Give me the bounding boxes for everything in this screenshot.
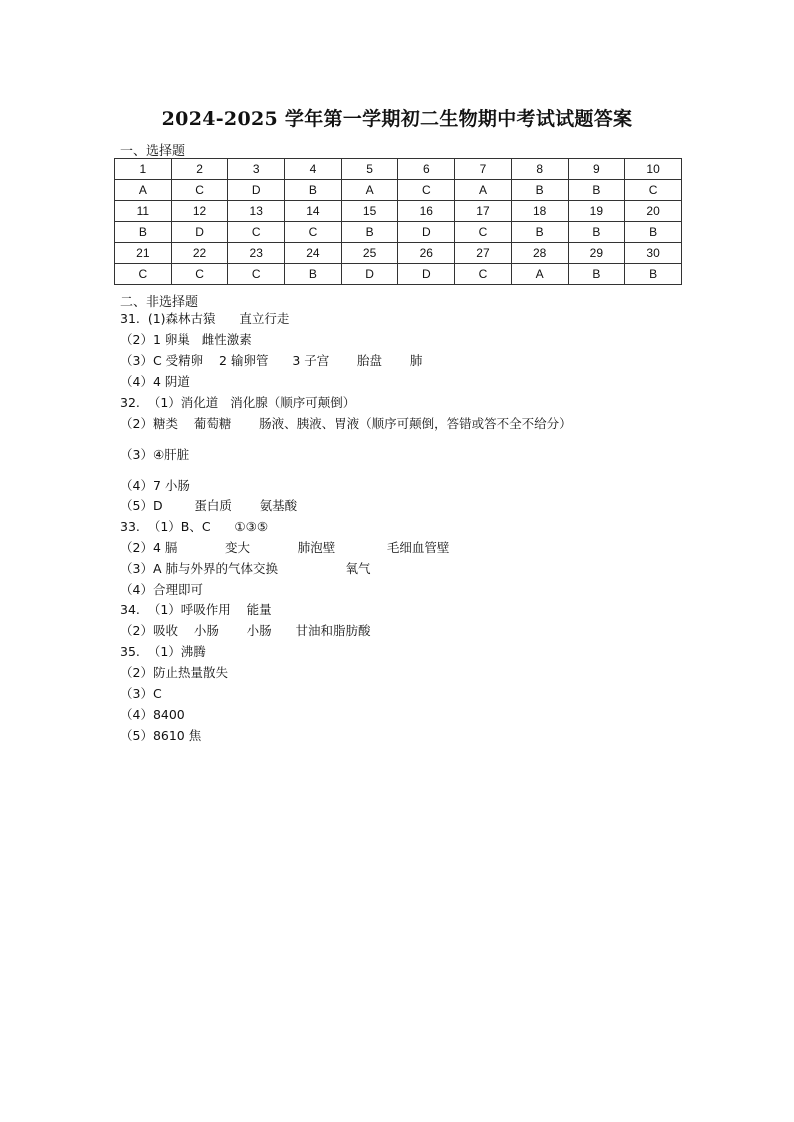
answer-cell: C (115, 264, 172, 285)
question-number-cell: 14 (285, 201, 342, 222)
answer-line: （2）1 卵巢 雌性激素 (120, 332, 252, 347)
answer-cell: B (115, 222, 172, 243)
section-heading-choice: 一、选择题 (120, 144, 186, 159)
question-number-cell: 21 (115, 243, 172, 264)
answer-cell: B (285, 180, 342, 201)
answer-line: （2）防止热量散失 (120, 665, 228, 680)
answer-cell: B (568, 222, 625, 243)
answer-line: （3）C (120, 686, 162, 701)
question-number-cell: 1 (115, 159, 172, 180)
answer-line: 32. （1）消化道 消化腺（顺序可颠倒） (120, 395, 356, 410)
answer-line: 33. （1）B、C ①③⑤ (120, 519, 269, 534)
answer-cell: B (568, 180, 625, 201)
answer-line: （4）8400 (120, 707, 185, 722)
question-number-cell: 22 (171, 243, 228, 264)
answer-line: 35. （1）沸腾 (120, 644, 206, 659)
question-number-cell: 13 (228, 201, 285, 222)
answer-line: （2）糖类 葡萄糖 肠液、胰液、胃液（顺序可颠倒，答错或答不全不给分） (120, 416, 572, 431)
answer-cell: B (625, 222, 682, 243)
answer-cell: C (228, 264, 285, 285)
question-number-cell: 18 (511, 201, 568, 222)
answer-cell: D (398, 222, 455, 243)
answer-line: （4）合理即可 (120, 582, 203, 597)
question-number-cell: 24 (285, 243, 342, 264)
question-number-cell: 5 (341, 159, 398, 180)
section-heading-nonchoice: 二、非选择题 (120, 295, 199, 310)
answer-cell: A (455, 180, 512, 201)
answer-line: （3）A 肺与外界的气体交换 氧气 (120, 561, 371, 576)
answer-cell: B (341, 222, 398, 243)
answer-line: （2）4 膈 变大 肺泡壁 毛细血管壁 (120, 540, 450, 555)
answer-cell: C (228, 222, 285, 243)
question-number-cell: 20 (625, 201, 682, 222)
question-number-cell: 15 (341, 201, 398, 222)
answer-line: （2）吸收 小肠 小肠 甘油和脂肪酸 (120, 623, 371, 638)
answer-cell: D (171, 222, 228, 243)
question-number-cell: 16 (398, 201, 455, 222)
answer-cell: C (398, 180, 455, 201)
answer-line: 31. (1)森林古猿 直立行走 (120, 311, 290, 326)
table-row (115, 243, 682, 264)
question-number-cell: 19 (568, 201, 625, 222)
answer-cell: A (341, 180, 398, 201)
table-row (115, 159, 682, 180)
answer-line: 34. （1）呼吸作用 能量 (120, 602, 272, 617)
question-number-cell: 25 (341, 243, 398, 264)
question-number-cell: 3 (228, 159, 285, 180)
answer-cell: B (285, 264, 342, 285)
answer-table (114, 158, 682, 285)
answer-cell: B (511, 180, 568, 201)
question-number-cell: 12 (171, 201, 228, 222)
question-number-cell: 29 (568, 243, 625, 264)
answer-cell: A (511, 264, 568, 285)
question-number-cell: 17 (455, 201, 512, 222)
answer-line: （5）8610 焦 (120, 728, 202, 743)
table-row (115, 180, 682, 201)
answer-line: （4）4 阴道 (120, 374, 190, 389)
answer-cell: C (455, 222, 512, 243)
table-row (115, 222, 682, 243)
answer-cell: C (171, 180, 228, 201)
answer-cell: D (228, 180, 285, 201)
question-number-cell: 2 (171, 159, 228, 180)
question-number-cell: 6 (398, 159, 455, 180)
question-number-cell: 4 (285, 159, 342, 180)
answer-cell: A (115, 180, 172, 201)
answer-cell: C (455, 264, 512, 285)
question-number-cell: 28 (511, 243, 568, 264)
answer-cell: D (341, 264, 398, 285)
answer-line: （5）D 蛋白质 氨基酸 (120, 498, 298, 513)
question-number-cell: 30 (625, 243, 682, 264)
question-number-cell: 8 (511, 159, 568, 180)
question-number-cell: 11 (115, 201, 172, 222)
question-number-cell: 23 (228, 243, 285, 264)
question-number-cell: 27 (455, 243, 512, 264)
question-number-cell: 7 (455, 159, 512, 180)
page-title: 2024-2025 学年第一学期初二生物期中考试试题答案 (161, 108, 633, 130)
answer-cell: D (398, 264, 455, 285)
question-number-cell: 9 (568, 159, 625, 180)
answer-cell: C (171, 264, 228, 285)
answer-line: （3）C 受精卵 2 输卵管 3 子宫 胎盘 肺 (120, 353, 423, 368)
answer-cell: B (511, 222, 568, 243)
answer-cell: C (625, 180, 682, 201)
question-number-cell: 10 (625, 159, 682, 180)
answer-cell: B (568, 264, 625, 285)
answer-line: （4）7 小肠 (120, 478, 190, 493)
table-row (115, 201, 682, 222)
question-number-cell: 26 (398, 243, 455, 264)
answer-cell: B (625, 264, 682, 285)
table-row (115, 264, 682, 285)
answer-cell: C (285, 222, 342, 243)
answer-line: （3）④肝脏 (120, 447, 190, 462)
